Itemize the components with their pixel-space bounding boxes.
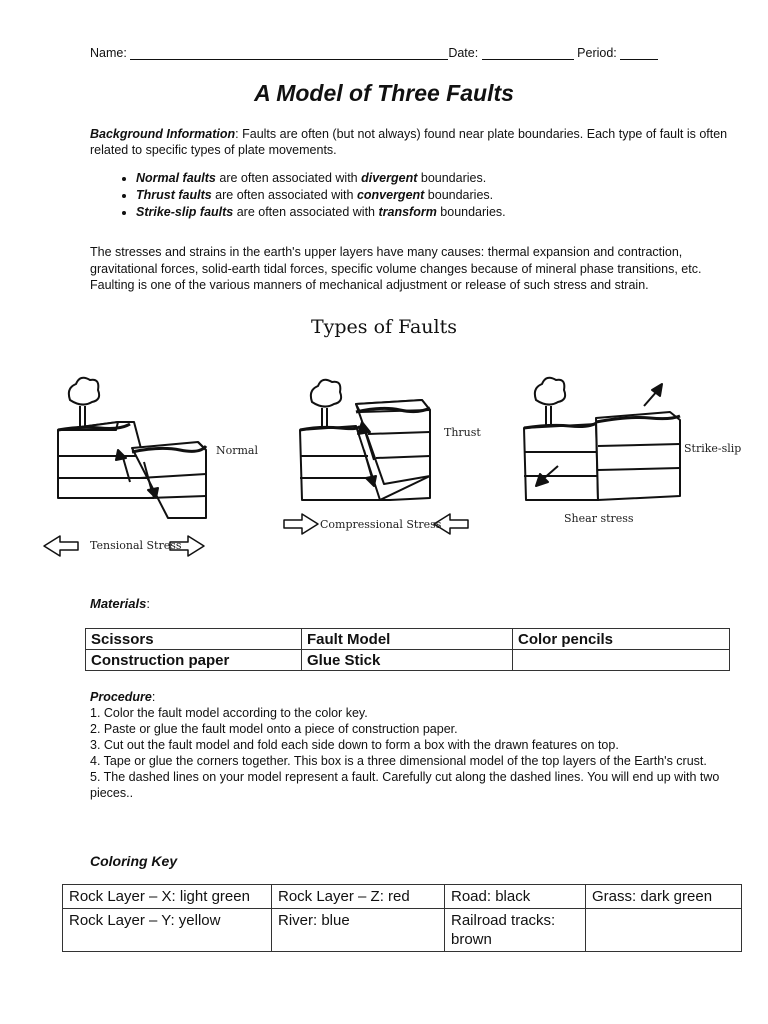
bullet-text: boundaries. xyxy=(417,171,487,185)
bullet-text: boundaries. xyxy=(424,188,494,202)
procedure-section xyxy=(90,689,730,801)
list-item xyxy=(136,187,756,204)
table-cell: Color pencils xyxy=(513,629,730,650)
bullet-text: are often associated with xyxy=(233,205,379,219)
bullet-text: are often associated with xyxy=(211,188,357,202)
table-cell: Rock Layer – Z: red xyxy=(272,885,445,909)
table-cell: Grass: dark green xyxy=(586,885,742,909)
table-cell: River: blue xyxy=(272,909,445,952)
coloring-key-heading: Coloring Key xyxy=(90,853,178,869)
materials-heading xyxy=(90,596,150,611)
thrust-label: Thrust xyxy=(444,426,481,439)
period-label: Period: xyxy=(577,46,617,60)
tensional-stress-label: Tensional Stress xyxy=(90,539,182,552)
period-line xyxy=(620,47,658,60)
background-text: : Faults are often (but not always) found near plate boundaries. Each type of fault is often related to specific types of plate movements. xyxy=(90,127,728,157)
normal-label: Normal xyxy=(216,444,259,457)
procedure-heading xyxy=(90,689,730,705)
date-line xyxy=(482,47,574,60)
table-cell: Road: black xyxy=(445,885,586,909)
student-info-header xyxy=(90,46,690,60)
list-item: 4. Tape or glue the corners together. This box is a three dimensional model of the top layers of the Earth's crust. xyxy=(90,754,707,768)
shear-stress-label: Shear stress xyxy=(564,512,634,525)
compressional-stress-label: Compressional Stress xyxy=(320,518,442,531)
boundary-name: transform xyxy=(378,205,437,219)
boundary-name: divergent xyxy=(361,171,418,185)
stress-paragraph: The stresses and strains in the earth's upper layers have many causes: thermal expansion and contraction, gravitational forces, solid-earth tidal forces, specific volume changes because of mineral phase transitions, etc. Faulting is one of the various manners of mechanical adjustment or release of such stress and strain. xyxy=(90,245,702,292)
table-cell: Fault Model xyxy=(302,629,513,650)
bullet-text: are often associated with xyxy=(215,171,362,185)
table-cell: Rock Layer – Y: yellow xyxy=(63,909,272,952)
strike-slip-label: Strike-slip xyxy=(684,442,742,455)
list-item xyxy=(136,170,756,187)
strike-slip-fault-diagram xyxy=(524,378,680,500)
background-label: Background Information xyxy=(90,127,236,141)
materials-colon: : xyxy=(146,596,150,611)
page-title: A Model of Three Faults xyxy=(254,80,514,106)
name-line xyxy=(130,47,448,60)
list-item: 2. Paste or glue the fault model onto a piece of construction paper. xyxy=(90,722,458,736)
list-item xyxy=(136,204,756,221)
figure-title: Types of Faults xyxy=(310,316,458,338)
fault-name: Thrust faults xyxy=(136,188,212,202)
table-row xyxy=(63,885,742,909)
bullet-text: boundaries. xyxy=(436,205,506,219)
table-row xyxy=(86,650,730,671)
materials-table xyxy=(85,628,730,671)
boundary-name: convergent xyxy=(356,188,425,202)
list-item: 1. Color the fault model according to the color key. xyxy=(90,706,368,720)
table-cell: Railroad tracks: brown xyxy=(445,909,586,952)
thrust-fault-diagram xyxy=(300,380,430,500)
fault-name: Strike-slip faults xyxy=(136,205,234,219)
fault-name: Normal faults xyxy=(136,171,216,185)
background-paragraph xyxy=(90,126,730,158)
normal-fault-diagram xyxy=(58,378,206,518)
list-item: 3. Cut out the fault model and fold each side down to form a box with the drawn features on top. xyxy=(90,738,619,752)
table-cell xyxy=(513,650,730,671)
table-cell xyxy=(586,909,742,952)
date-label: Date: xyxy=(448,46,479,60)
name-label: Name: xyxy=(90,46,127,60)
list-item: 5. The dashed lines on your model represent a fault. Carefully cut along the dashed lines. You will end up with two pieces.. xyxy=(90,770,720,800)
materials-title: Materials xyxy=(90,596,147,611)
table-cell: Glue Stick xyxy=(302,650,513,671)
coloring-key-table xyxy=(62,884,742,952)
table-cell: Rock Layer – X: light green xyxy=(63,885,272,909)
table-row xyxy=(63,909,742,952)
table-cell: Scissors xyxy=(86,629,302,650)
procedure-title: Procedure xyxy=(90,690,152,704)
table-cell: Construction paper xyxy=(86,650,302,671)
fault-types-figure xyxy=(30,360,750,560)
table-row xyxy=(86,629,730,650)
procedure-colon: : xyxy=(151,690,156,704)
fault-bullet-list xyxy=(90,170,756,221)
